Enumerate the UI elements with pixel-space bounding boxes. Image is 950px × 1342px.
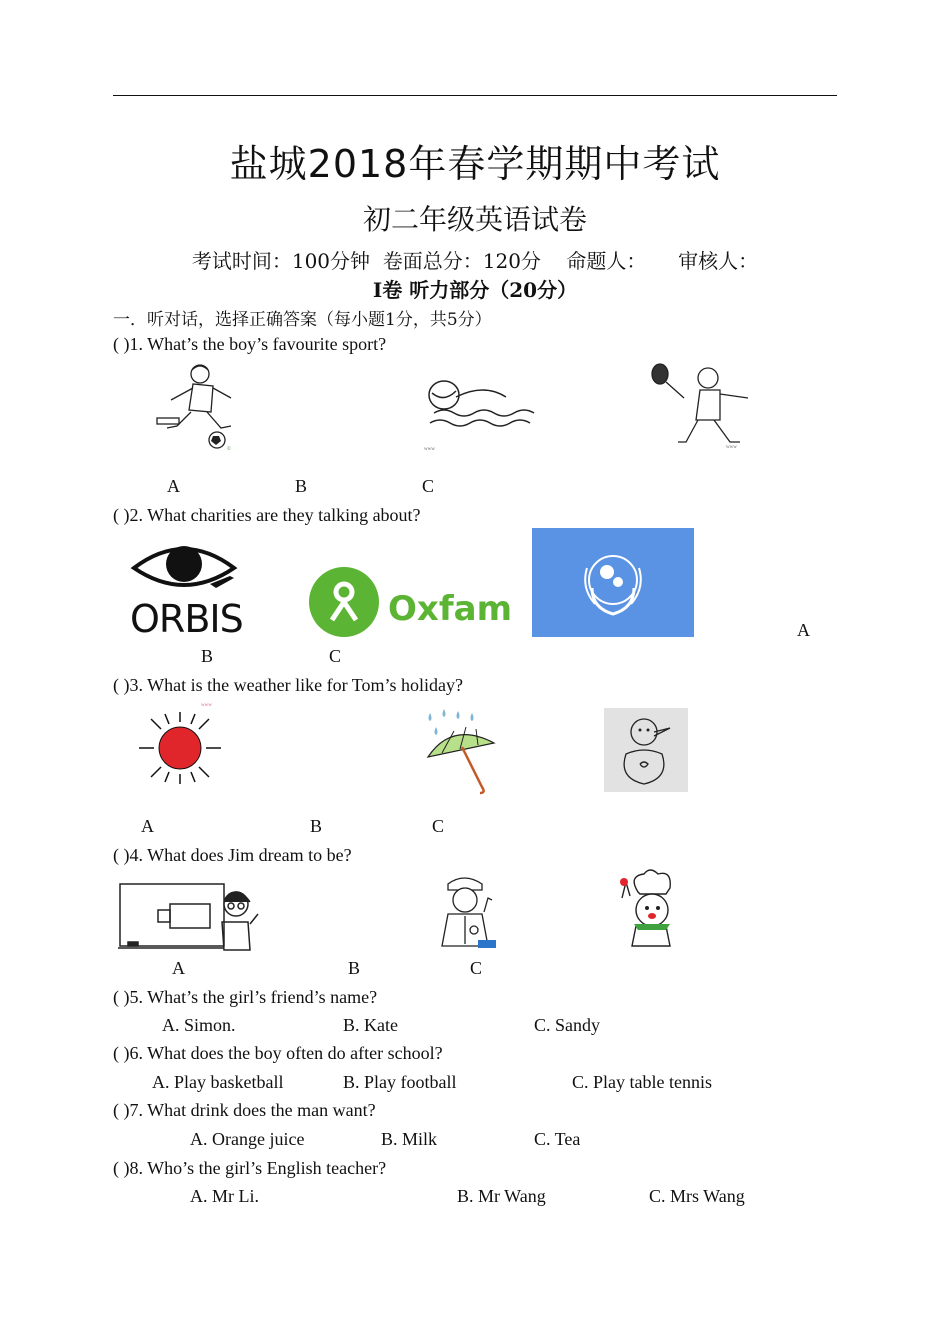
- q5-option-c: C. Sandy: [534, 1015, 601, 1035]
- q6-option-c: C. Play table tennis: [572, 1072, 712, 1092]
- svg-text:©: ©: [227, 447, 231, 452]
- badminton-player-icon: [648, 360, 766, 450]
- instruction: 一．听对话，选择正确答案（每小题1分，共5分）: [113, 310, 492, 330]
- exam-subtitle: 初二年级英语试卷: [362, 203, 587, 236]
- snowman-icon: [604, 708, 688, 792]
- q1-label-a: A: [167, 476, 180, 496]
- q1-label-c: C: [422, 476, 435, 496]
- q8-option-b: B. Mr Wang: [457, 1186, 546, 1206]
- q8-option-a: A. Mr Li.: [190, 1186, 259, 1206]
- doctor-icon: [434, 872, 502, 954]
- question-6: ( )6. What does the boy often do after school?: [113, 1043, 443, 1063]
- q6-option-b: B. Play football: [343, 1072, 457, 1092]
- question-2: ( )2. What charities are they talking about?: [113, 505, 421, 525]
- question-5: ( )5. What’s the girl’s friend’s name?: [113, 987, 378, 1007]
- swimmer-icon: [424, 375, 536, 453]
- oxfam-logo: [308, 564, 512, 640]
- svg-text:www: www: [201, 703, 212, 708]
- exam-title: 盐城2018年春学期期中考试: [229, 142, 721, 186]
- teacher-blackboard-icon: [118, 882, 264, 954]
- q5-option-a: A. Simon.: [162, 1015, 236, 1035]
- svg-text:www: www: [424, 447, 435, 452]
- umbrella-rain-icon: [422, 707, 506, 795]
- q3-label-a: A: [141, 816, 154, 836]
- question-8: ( )8. Who’s the girl’s English teacher?: [113, 1158, 387, 1178]
- svg-text:www: www: [726, 445, 737, 450]
- sun-icon: [133, 700, 227, 790]
- q2-label-c: C: [329, 646, 342, 666]
- oxfam-wordmark: Oxfam: [388, 589, 512, 629]
- q4-label-c: C: [470, 958, 483, 978]
- soccer-player-icon: [155, 360, 250, 452]
- section-heading: Ⅰ卷 听力部分（20分）: [372, 278, 578, 302]
- q4-label-b: B: [348, 958, 361, 978]
- question-4: ( )4. What does Jim dream to be?: [113, 845, 352, 865]
- question-7: ( )7. What drink does the man want?: [113, 1100, 376, 1120]
- q6-option-a: A. Play basketball: [152, 1072, 284, 1092]
- chef-icon: [612, 870, 690, 954]
- q1-label-b: B: [295, 476, 308, 496]
- q7-option-a: A. Orange juice: [190, 1129, 305, 1149]
- orbis-wordmark: ORBIS: [130, 597, 243, 641]
- question-3: ( )3. What is the weather like for Tom’s holiday?: [113, 675, 463, 695]
- q7-option-c: C. Tea: [534, 1129, 581, 1149]
- q3-label-c: C: [432, 816, 445, 836]
- exam-info: 考试时间：100分钟 卷面总分：120分 命题人： 审核人：: [191, 249, 759, 273]
- question-1: ( )1. What’s the boy’s favourite sport?: [113, 334, 387, 354]
- q3-label-b: B: [310, 816, 323, 836]
- q2-label-b: B: [201, 646, 214, 666]
- q2-label-a: A: [797, 620, 810, 640]
- q7-option-b: B. Milk: [381, 1129, 438, 1149]
- top-rule: [113, 95, 837, 96]
- q5-option-b: B. Kate: [343, 1015, 398, 1035]
- q8-option-c: C. Mrs Wang: [649, 1186, 745, 1206]
- unicef-logo: [532, 528, 694, 637]
- orbis-logo: [128, 536, 244, 641]
- q4-label-a: A: [172, 958, 185, 978]
